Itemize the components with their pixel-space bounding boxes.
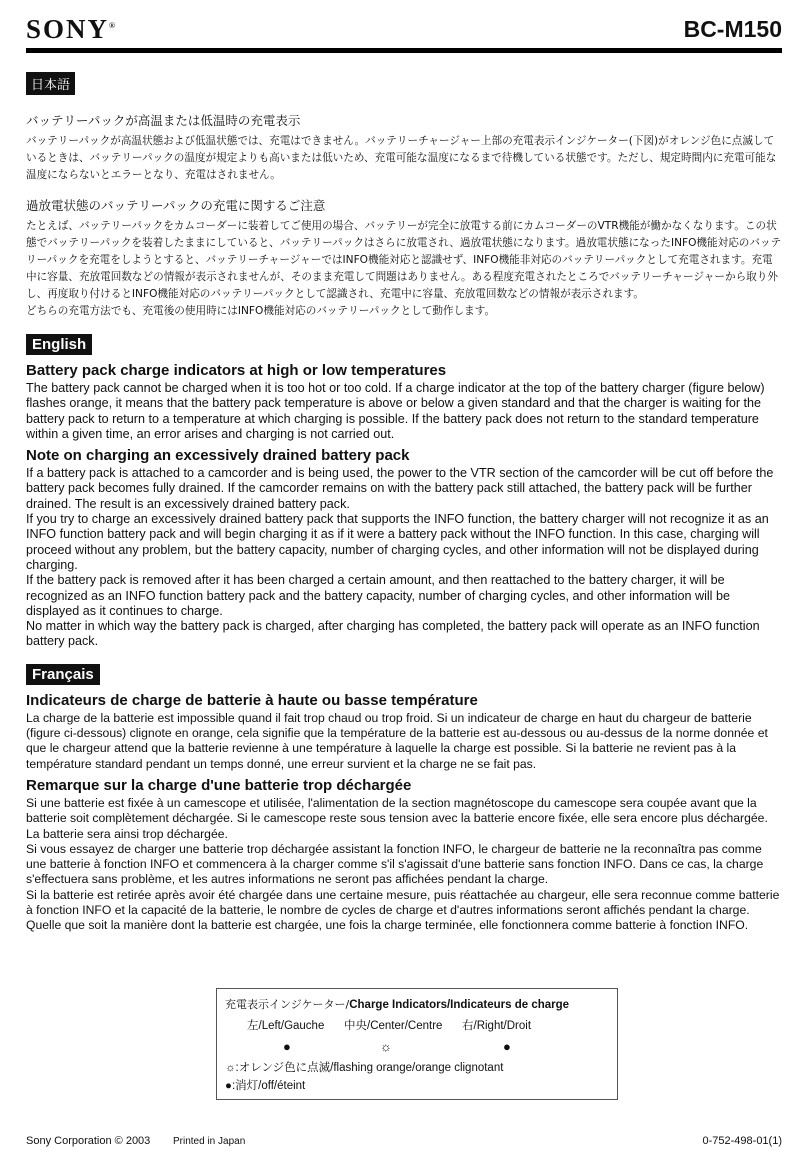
document-body [26, 72, 782, 934]
position-right-label: 右/Right/Droit [462, 1020, 532, 1032]
fr-heading-temperature: Indicateurs de charge de batterie à haute ou basse température [26, 691, 478, 709]
en-body-temperature: The battery pack cannot be charged when it is too hot or too cold. If a charge indicator at the top of the battery charger (figure below) flashes orange, it means that the battery pack temperature is above or below a given standard and that the charger is waiting for the battery pack to return to a temperature at which charging is possible. If the battery pack does not return to the standard temperature within a given time, an error arises and charging is not carried out. [26, 381, 765, 441]
sony-logo: SONY® [26, 14, 115, 44]
figure-title: 充電表示インジケーター/Charge Indicators/Indicateurs de charge [225, 998, 570, 1011]
en-paragraph-1: If a battery pack is attached to a camcorder and is being used, the power to the VTR section of the camcorder will be cut off before the battery pack becomes fully drained. If the camcorder remains on with the battery pack still attached, the battery pack will be further drained. The result is an excessively drained battery pack. [26, 466, 774, 511]
japanese-section [26, 72, 782, 320]
japanese-tag: 日本語 [26, 72, 75, 95]
en-heading-temperature: Battery pack charge indicators at high or low temperatures [26, 362, 447, 379]
fr-heading-drained: Remarque sur la charge d'une batterie trop déchargée [26, 776, 412, 794]
left-indicator-off-icon: ● [283, 1039, 291, 1054]
jp-heading-temperature: バッテリーパックが高温または低温時の充電表示 [26, 113, 301, 128]
french-section [26, 664, 782, 934]
model-number: BC-M150 [683, 16, 782, 42]
fr-paragraph-1: Si une batterie est fixée à un camescope et utilisée, l'alimentation de la section magnétoscope du camescope sera coupée avant que la batterie soit complètement déchargée. Si le camescope reste sous tension avec la batterie encore fixée, elle sera encore plus déchargée. La batterie sera ainsi trop déchargée. [26, 795, 768, 841]
footer-copyright: Sony Corporation © 2003 [26, 1135, 151, 1147]
french-tag: Français [26, 664, 100, 685]
center-indicator-flashing-icon: ☼ [380, 1039, 392, 1054]
charge-indicator-figure [216, 988, 618, 1100]
footer-part-number: 0-752-498-01(1) [702, 1135, 782, 1147]
fr-body-temperature: La charge de la batterie est impossible quand il fait trop chaud ou trop froid. Si un indicateur de charge en haut du chargeur de batterie (figure ci-dessous) clignote en orange, cela signifie que la température de la batterie est au-dessous ou au-dessus de la norme donnée et que le chargeur attend que la batterie revienne à une température à laquelle la charge est possible. Si la batterie ne revient pas à la température standard pendant un temps donné, une erreur survient et la charge ne se fait pas. [26, 710, 768, 771]
position-center-label: 中央/Center/Centre [344, 1020, 443, 1032]
fr-paragraph-4: Quelle que soit la manière dont la batterie est chargée, une fois la charge terminée, elle fonctionnera comme batterie à fonction INFO. [26, 918, 749, 933]
footer-printed: Printed in Japan [173, 1136, 246, 1147]
header-rule [26, 48, 782, 53]
legend-off: ●:消灯/off/éteint [225, 1080, 306, 1092]
jp-body-drained: たとえば、バッテリーパックをカムコーダーに装着してご使用の場合、バッテリーが完全に放電する前にカムコーダーのVTR機能が働かなくなります。この状態でバッテリーパックを装着したままにしていると、バッテリーパックはさらに放電され、過放電状態になります。過放電状態になったINFO機能対応のバッテリーパックを充電をしようとすると、バッテリーチャージャーではINFO機能対応と認識せず、INFO機能非対応のバッテリーパックとして充電されます。充電中に容量、充放電回数などの情報が表示されませんが、そのまま充電して問題はありません。ある程度充電されたところでバッテリーチャージャーから取り外し、再度取り付けるとINFO機能対応のバッテリーパックとして認識され、充電中に容量、充放電回数などの情報が表示されます。 [26, 220, 782, 300]
jp-heading-drained: 過放電状態のバッテリーパックの充電に関するご注意 [26, 198, 326, 213]
jp-body-drained-2: どちらの充電方法でも、充電後の使用時にはINFO機能対応のバッテリーパックとして動作します。 [26, 305, 496, 317]
fr-paragraph-3: Si la batterie est retirée après avoir été chargée dans une certaine mesure, puis réattachée au chargeur, elle sera reconnue comme batterie à fonction INFO et la capacité de la batterie, le nombre de cycles de charge et d'autres informations seront affichés pendant la charge. [26, 887, 780, 918]
english-tag: English [26, 334, 92, 355]
fr-paragraph-2: Si vous essayez de charger une batterie trop déchargée assistant la fonction INFO, le chargeur de batterie ne la reconnaîtra pas comme une batterie à fonction INFO et commencera à la charger comme s'il s'agissait d'une batterie sans fonction INFO. Dans ce cas, la charge s'effectuera sans problème, et les autres informations ne seront pas affichées pendant la charge. [26, 841, 764, 887]
right-indicator-off-icon: ● [503, 1039, 511, 1054]
en-paragraph-3: If the battery pack is removed after it has been charged a certain amount, and then reattached to the battery charger, it will be recognized as an INFO function battery pack and the battery capacity, number of charging cycles, and other information will be displayed as it continues to charge. [26, 573, 730, 618]
en-paragraph-4: No matter in which way the battery pack is charged, after charging has completed, the battery pack will operate as an INFO function battery pack. [26, 619, 760, 649]
position-left-label: 左/Left/Gauche [247, 1020, 325, 1032]
english-section [26, 334, 782, 650]
jp-body-temperature: バッテリーパックが高温状態および低温状態では、充電はできません。バッテリーチャージャー上部の充電表示インジケーター(下図)がオレンジ色に点滅しているときは、バッテリーパックの温度が規定よりも高いまたは低いため、充電可能な温度になるまで待機している状態です。ただし、規定時間内に充電可能な温度にならないとエラーとなり、充電はされません。 [26, 135, 777, 181]
legend-flashing: ☼:オレンジ色に点滅/flashing orange/orange clignotant [225, 1062, 504, 1074]
en-paragraph-2: If you try to charge an excessively drained battery pack that supports the INFO function, the battery charger will not recognize it as an INFO function battery pack and will begin charging it as if it were a battery pack without the INFO function. In this case, charging will proceed without any problem, but the battery capacity, number of charging cycles, and other information will not be displayed during charging. [26, 512, 769, 572]
en-heading-drained: Note on charging an excessively drained battery pack [26, 447, 410, 465]
